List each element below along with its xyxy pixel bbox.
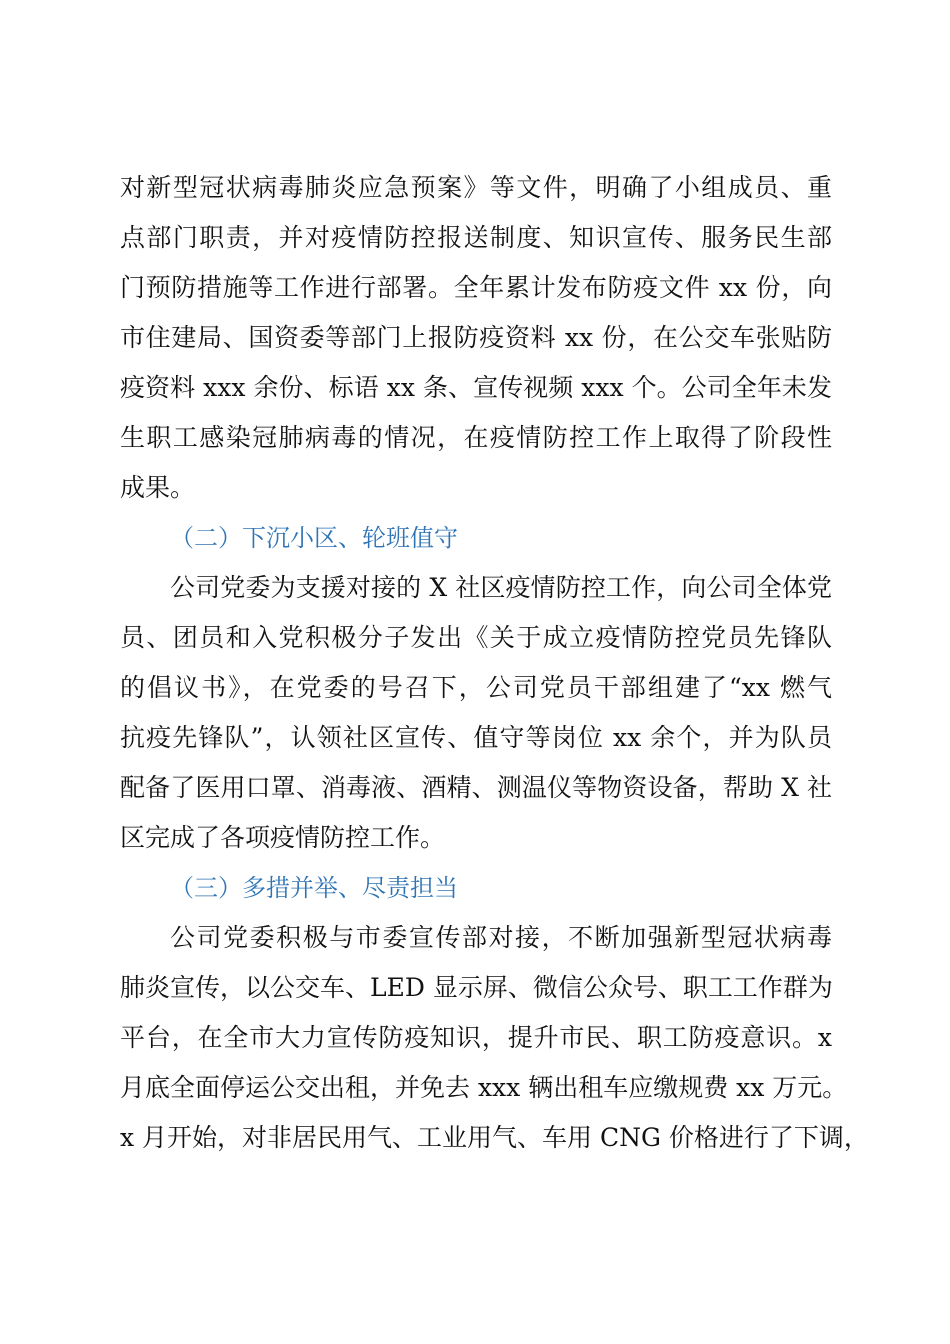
paragraph-line: 公司党委为支援对接的 X 社区疫情防控工作，向公司全体党 (170, 573, 832, 602)
paragraph-line: 区完成了各项疫情防控工作。 (120, 823, 446, 852)
paragraph-line: 疫资料 xxx 余份、标语 xx 条、宣传视频 xxx 个。公司全年未发 (120, 373, 832, 402)
paragraph-line: 门预防措施等工作进行部署。全年累计发布防疫文件 xx 份，向 (120, 273, 832, 302)
paragraph-epidemic-documents (120, 163, 832, 513)
paragraph-line: 配备了医用口罩、消毒液、酒精、测温仪等物资设备，帮助 X 社 (120, 773, 832, 802)
paragraph-line: 的倡议书》，在党委的号召下，公司党员干部组建了“xx 燃气 (120, 673, 832, 702)
paragraph-line: 公司党委积极与市委宣传部对接，不断加强新型冠状病毒 (170, 923, 832, 952)
paragraph-line: 市住建局、国资委等部门上报防疫资料 xx 份，在公交车张贴防 (120, 323, 832, 352)
paragraph-line: 肺炎宣传，以公交车、LED 显示屏、微信公众号、职工工作群为 (120, 973, 833, 1002)
document-body (120, 163, 869, 1163)
paragraph-line: 月底全面停运公交出租，并免去 xxx 辆出租车应缴规费 xx 万元。 (120, 1073, 848, 1102)
section-heading-multiple-measures: （三）多措并举、尽责担当 (170, 874, 458, 902)
paragraph-line: 点部门职责，并对疫情防控报送制度、知识宣传、服务民生部 (120, 223, 832, 252)
paragraph-line: 平台，在全市大力宣传防疫知识，提升市民、职工防疫意识。x (120, 1023, 832, 1052)
paragraph-line: x 月开始，对非居民用气、工业用气、车用 CNG 价格进行了下调， (120, 1123, 869, 1152)
paragraph-line: 抗疫先锋队”，认领社区宣传、值守等岗位 xx 余个，并为队员 (120, 723, 832, 752)
paragraph-line: 生职工感染冠肺病毒的情况，在疫情防控工作上取得了阶段性 (120, 423, 832, 452)
paragraph-community-support (120, 563, 832, 863)
paragraph-line: 成果。 (120, 473, 196, 502)
paragraph-line: 员、团员和入党积极分子发出《关于成立疫情防控党员先锋队 (120, 623, 832, 652)
section-heading-community-duty: （二）下沉小区、轮班值守 (170, 524, 458, 552)
paragraph-publicity-measures (120, 913, 869, 1163)
paragraph-line: 对新型冠状病毒肺炎应急预案》等文件，明确了小组成员、重 (120, 173, 832, 202)
